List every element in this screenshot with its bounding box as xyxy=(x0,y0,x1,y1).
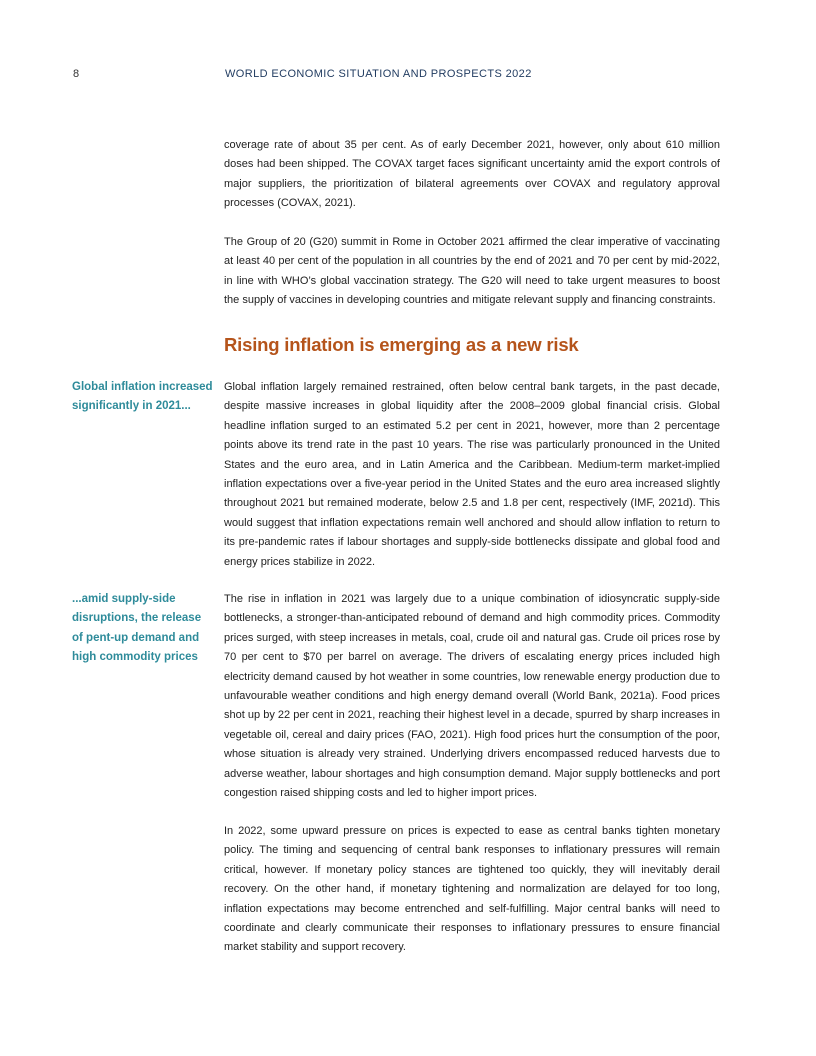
paragraph-outlook-2022: In 2022, some upward pressure on prices is expected to ease as central banks tighten monetary policy. The timing and sequencing of central bank responses to inflationary pressures will remain critical, however. If monetary policy stances are tightened too quickly, they will inevitably derail recovery. On the other hand, if monetary tightening and normalization are delayed for too long, inflation expectations may become entrenched and self-fulfilling. Major central banks will need to coordinate and clearly communicate their responses to inflationary pressures to ensure financial market stability and support recovery. xyxy=(224,825,720,954)
section-heading: Rising inflation is emerging as a new risk xyxy=(224,334,579,355)
paragraph-g20: The Group of 20 (G20) summit in Rome in October 2021 affirmed the clear imperative of vaccinating at least 40 per cent of the population in all countries by the end of 2021 and 70 per cent by mid-2022, in line with WHO’s global vaccination strategy. The G20 will need to take urgent measures to boost the supply of vaccines in developing countries and mitigate relevant supply and financing constraints. xyxy=(224,236,720,307)
paragraph-covax: coverage rate of about 35 per cent. As of early December 2021, however, only about 610 million doses had been shipped. The COVAX target faces significant uncertainty amid the export controls of major suppliers, the prioritization of bilateral agreements over COVAX and regulatory approval processes (COVAX, 2021). xyxy=(224,139,720,210)
paragraph-drivers: The rise in inflation in 2021 was largely due to a unique combination of idiosyncratic supply-side bottlenecks, a stronger-than-anticipated rebound of demand and high commodity prices. Commodity prices surged, with steep increases in metals, coal, crude oil and natural gas. Crude oil prices rose by 70 per cent to $70 per barrel on average. The drivers of escalating energy prices included high electricity demand caused by hot weather in some countries, low renewable energy production due to unfavourable weather conditions and high energy demand overall (World Bank, 2021a). Food prices shot up by 22 per cent in 2021, reaching their highest level in a decade, spurred by sharp increases in vegetable oil, cereal and dairy prices (FAO, 2021). High food prices hurt the consumption of the poor, whose situation is already very strained. Underlying drivers encompassed reduced harvests due to adverse weather, labour shortages and high consumption demand. Major supply bottlenecks and port congestion raised shipping costs and led to higher import prices. xyxy=(224,593,720,800)
margin-note-supply: ...amid supply-side disruptions, the release of pent-up demand and high commodity prices xyxy=(72,593,202,664)
page-number: 8 xyxy=(73,68,80,80)
paragraph-global-inflation: Global inflation largely remained restrained, often below central bank targets, in the past decade, despite massive increases in global liquidity after the 2008–2009 global financial crisis. Global headline inflation surged to an estimated 5.2 per cent in 2021, however, more than 2 percentage points above its trend rate in the past 10 years. The rise was particularly pronounced in the United States and the euro area, and in Latin America and the Caribbean. Medium-term market-implied inflation expectations over a five-year period in the United States and the euro area increased slightly throughout 2021 but remained moderate, below 2.5 and 1.8 per cent, respectively (IMF, 2021d). This would suggest that inflation expectations remain well anchored and should allow inflation to return to its pre-pandemic rates if labour shortages and supply-side bottlenecks dissipate and global food and energy prices stabilize in 2022. xyxy=(224,381,720,568)
margin-note-inflation: Global inflation increased significantly in 2021... xyxy=(72,381,213,413)
running-title: WORLD ECONOMIC SITUATION AND PROSPECTS 2022 xyxy=(225,68,532,80)
